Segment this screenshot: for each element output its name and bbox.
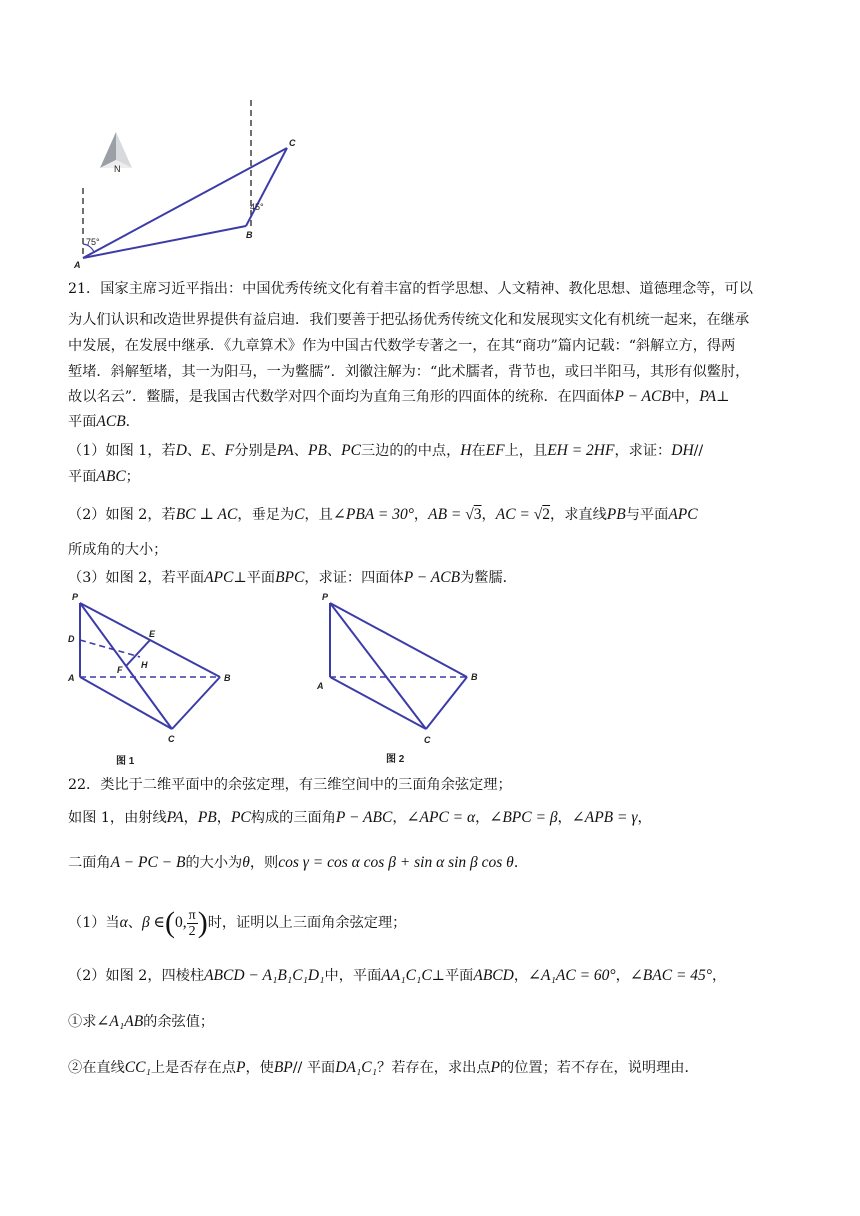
q21-sub3: （3）如图 2，若平面APC⊥平面BPC，求证：四面体P − ACB为鳖臑． — [68, 569, 517, 586]
point-label-b: B — [246, 230, 253, 240]
fig2-label-p: P — [322, 592, 329, 602]
q22-line-2: 如图 1，由射线PA，PB，PC构成的三面角P − ABC，∠APC = α，∠BPC = β，∠APB = γ， — [68, 809, 652, 826]
fig1-label-a: A — [68, 673, 75, 683]
q21-line-6: 平面ACB． — [68, 413, 140, 430]
segment-ab — [83, 226, 246, 258]
q22-sub2: （2）如图 2，四棱柱ABCD − A₁B₁C₁D₁中，平面AA₁C₁C⊥平面ABCD，∠A₁AC = 60°，∠BAC = 45°， — [68, 967, 727, 984]
fig1-label-b: B — [224, 673, 231, 683]
fig1-label-h: H — [141, 660, 148, 670]
q21-sub1-cont: 平面ABC； — [68, 468, 140, 485]
north-arrow-icon — [100, 132, 132, 174]
q21-sub2: （2）如图 2，若BC ⊥ AC，垂足为C，且∠PBA = 30°，AB = √3，AC = √2，求直线PB与平面APC — [68, 506, 698, 523]
fig2-edge-bc — [426, 677, 467, 729]
bearing-figure — [70, 98, 310, 270]
figure-2 — [312, 588, 492, 770]
q22-sub2-item2: ②在直线CC₁上是否存在点P，使BP// 平面DA₁C₁？若存在，求出点P的位置；若不存在，说明理由． — [68, 1059, 699, 1076]
angle-label-b: 45° — [250, 202, 264, 212]
fig2-caption: 图 2 — [386, 754, 405, 765]
q22-sub1: （1）当α、β ∈(0, $\frac{\pi}{2}$ )时，证明以上三面角余弦定理； — [68, 906, 407, 939]
angle-label-a: 75° — [86, 237, 100, 247]
fig1-edge-bc — [172, 677, 220, 729]
north-label: N — [114, 164, 121, 174]
fig1-caption: 图 1 — [116, 756, 135, 767]
fig1-label-p: P — [72, 592, 79, 602]
fig1-label-f: F — [117, 665, 123, 675]
q22-line-1: 22．类比于二维平面中的余弦定理，有三维空间中的三面角余弦定理； — [68, 777, 512, 793]
fig2-edge-pb — [330, 603, 467, 677]
q21-sub2-cont: 所成角的大小； — [68, 542, 168, 558]
q22-sub2-item1: ①求∠A₁AB的余弦值； — [68, 1013, 215, 1030]
fig2-label-a: A — [317, 681, 324, 691]
point-label-c: C — [289, 138, 296, 148]
q21-line-5: 故以名云”．鳖臑，是我国古代数学对四个面均为直角三角形的四面体的统称．在四面体P − ACB中，PA⊥ — [68, 388, 730, 405]
q22-line-3: 二面角A − PC − B的大小为θ，则cos γ = cos α cos β + sin α sin β cos θ． — [68, 854, 529, 871]
fig2-label-c: C — [424, 735, 431, 745]
fig2-edge-pc — [330, 603, 426, 729]
fig2-label-b: B — [471, 672, 478, 682]
fig1-label-e: E — [149, 629, 156, 639]
q21-line-2: 为人们认识和改造世界提供有益启迪．我们要善于把弘扬优秀传统文化和发展现实文化有机统一起来，在继承 — [68, 312, 750, 328]
fig1-label-d: D — [68, 634, 75, 644]
figure-1 — [64, 588, 244, 770]
q21-line-3: 中发展，在发展中继承．《九章算术》作为中国古代数学专著之一，在其“商功”篇内记载：“斜解立方，得两 — [68, 338, 736, 354]
q21-line-4: 堑堵．斜解堑堵，其一为阳马，一为鳖臑”．刘徽注解为：“此术臑者，背节也，或曰半阳马，其形有似鳖肘， — [68, 364, 750, 380]
fig1-edge-ac — [80, 677, 172, 729]
fig2-edge-ac — [330, 677, 426, 729]
fig1-label-c: C — [168, 734, 175, 744]
q21-line-1: 21．国家主席习近平指出：中国优秀传统文化有着丰富的哲学思想、人文精神、教化思想、道德理念等，可以 — [68, 281, 753, 297]
point-label-a: A — [74, 260, 81, 270]
q21-sub1: （1）如图 1，若D、E、F分别是PA、PB、PC三边的的中点，H在EF上，且EH = 2HF，求证：DH// — [68, 442, 704, 459]
